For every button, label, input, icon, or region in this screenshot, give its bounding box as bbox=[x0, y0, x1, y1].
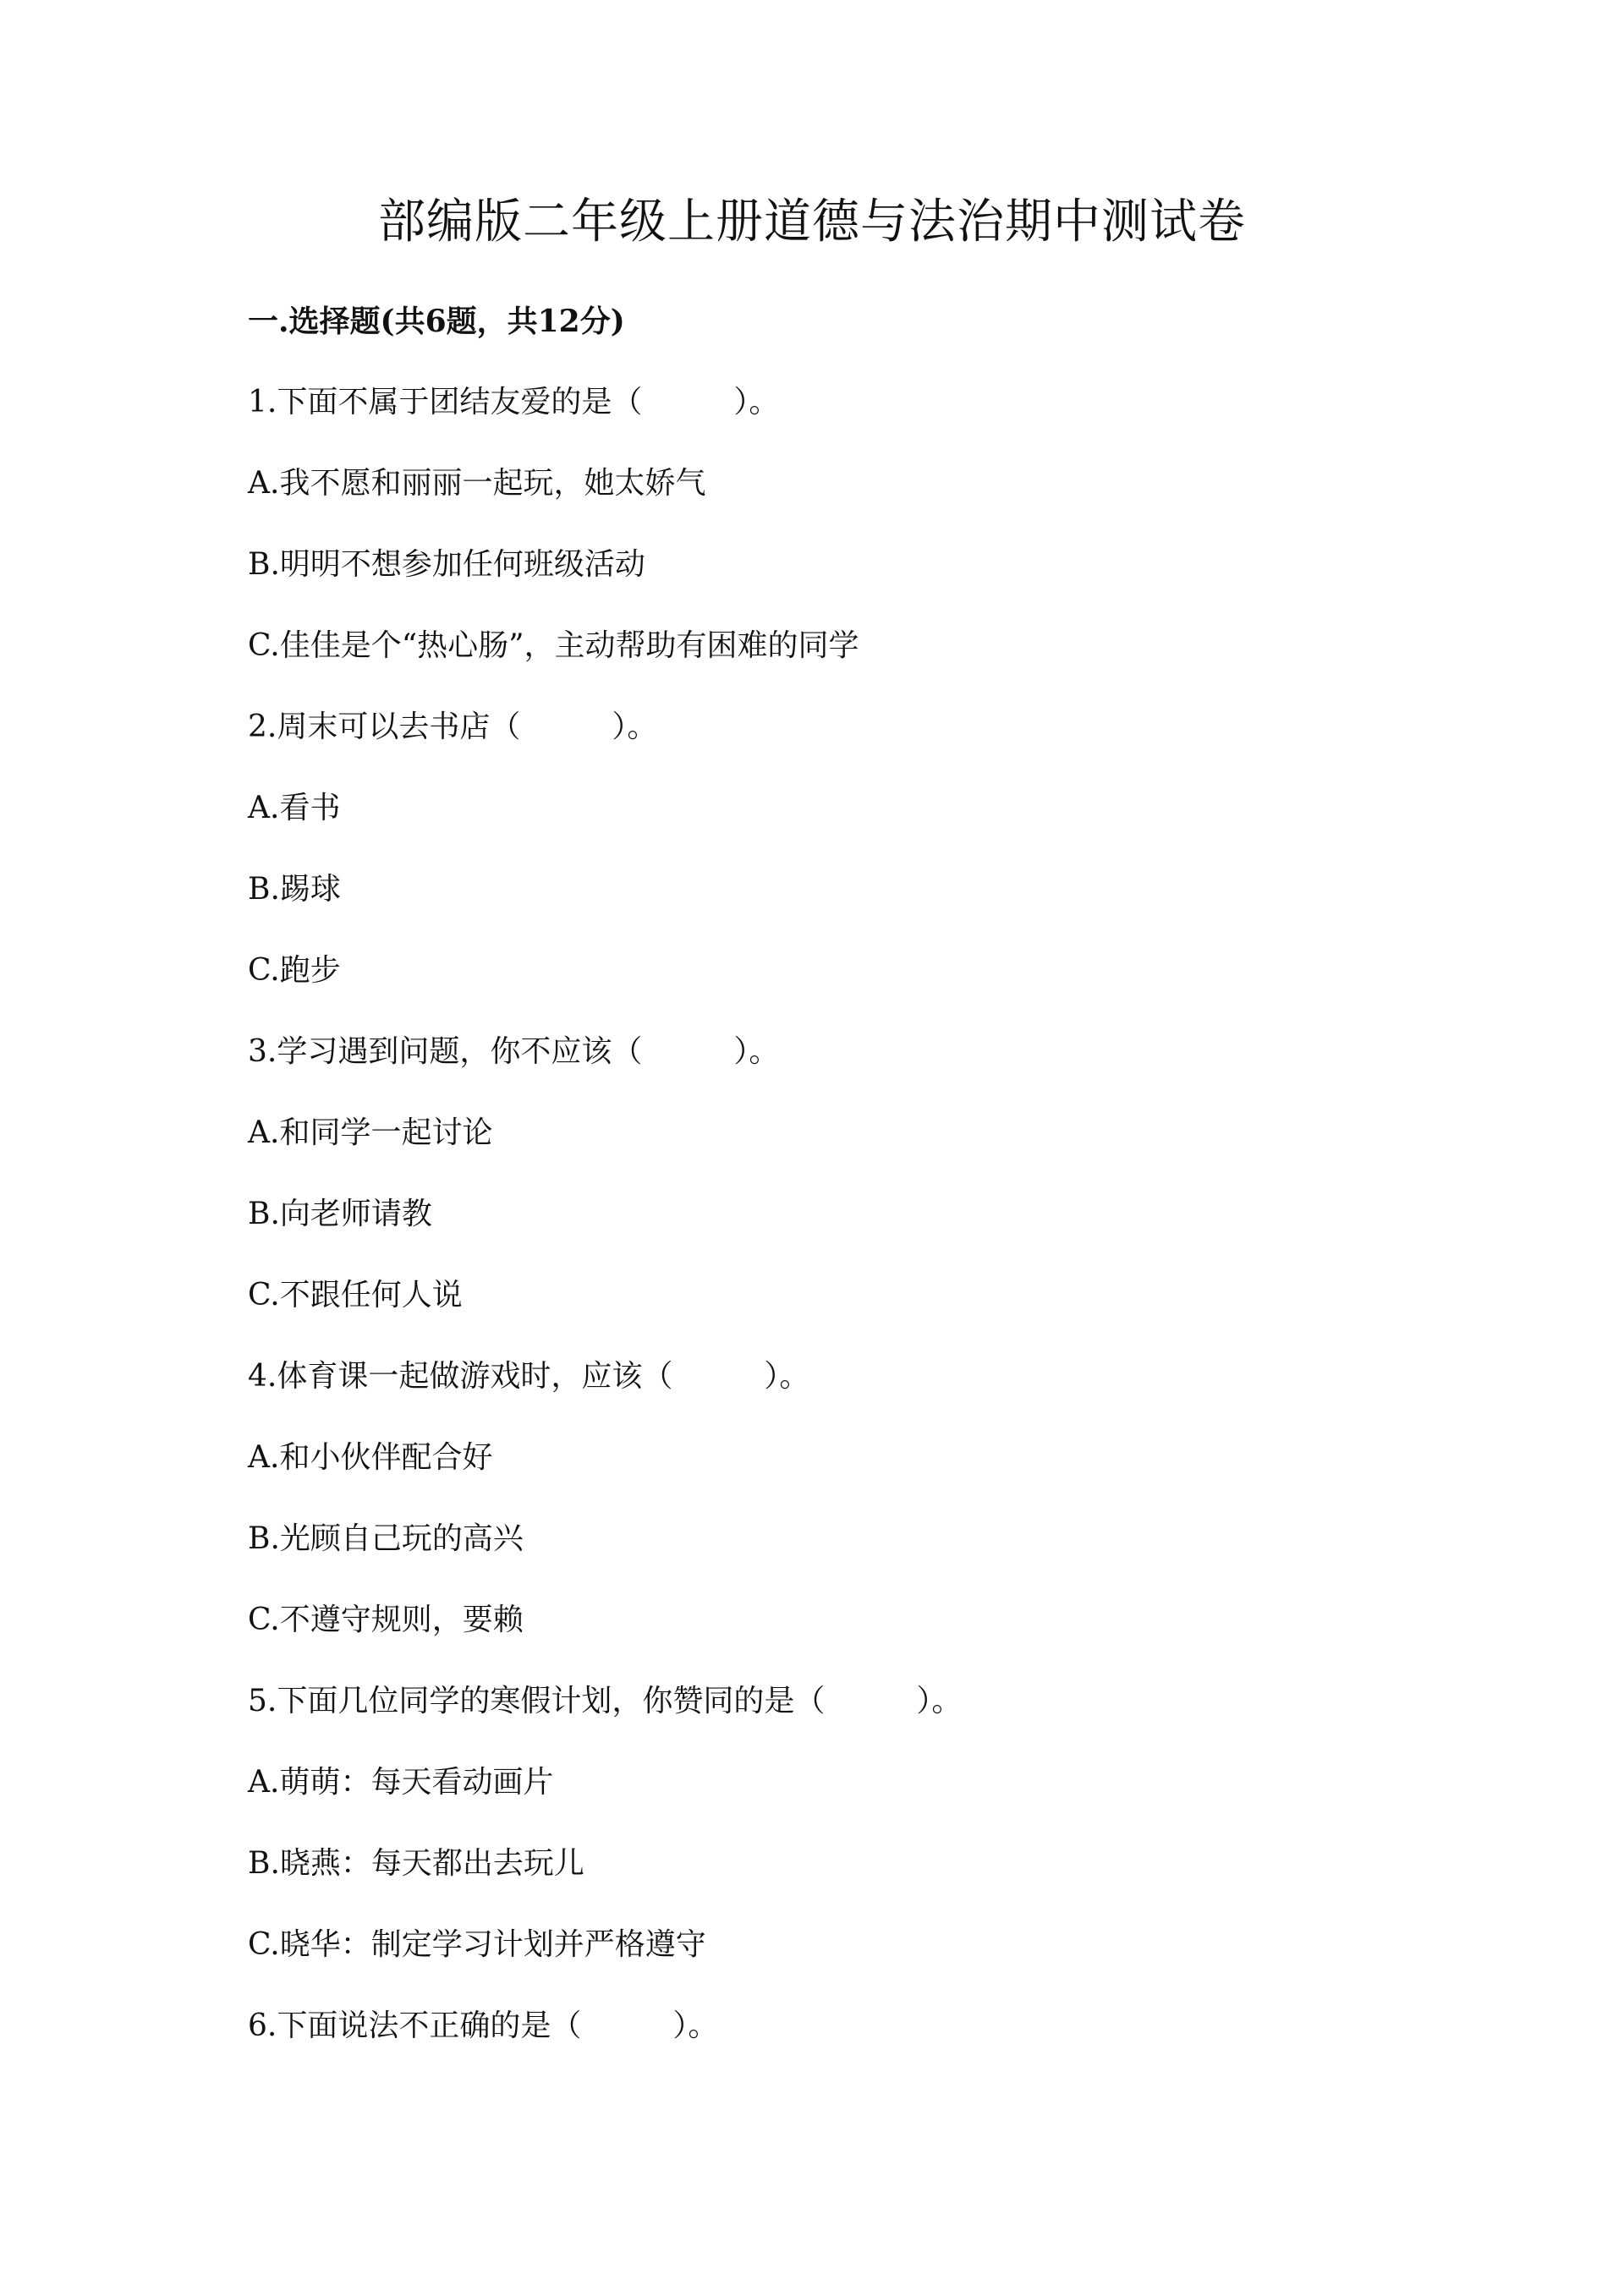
question-1-option-b: B.明明不想参加任何班级活动 bbox=[248, 547, 645, 582]
question-2-option-a: A.看书 bbox=[248, 791, 341, 825]
question-5-option-b: B.晓燕：每天都出去玩儿 bbox=[248, 1846, 584, 1881]
question-1-option-a: A.我不愿和丽丽一起玩，她太娇气 bbox=[248, 466, 706, 501]
question-5-option-a: A.萌萌：每天看动画片 bbox=[248, 1765, 554, 1800]
question-5-stem: 5.下面几位同学的寒假计划，你赞同的是（ ）。 bbox=[248, 1684, 963, 1718]
question-3-option-c: C.不跟任何人说 bbox=[248, 1278, 463, 1312]
question-4-stem: 4.体育课一起做游戏时，应该（ ）。 bbox=[248, 1359, 810, 1394]
question-3-option-b: B.向老师请教 bbox=[248, 1197, 432, 1231]
question-4-option-c: C.不遵守规则，要赖 bbox=[248, 1603, 524, 1637]
question-6-stem: 6.下面说法不正确的是（ ）。 bbox=[248, 2008, 719, 2043]
question-1-option-c: C.佳佳是个“热心肠”，主动帮助有困难的同学 bbox=[248, 628, 859, 663]
question-4-option-a: A.和小伙伴配合好 bbox=[248, 1440, 493, 1475]
section-heading: 一.选择题(共6题，共12分) bbox=[248, 304, 625, 339]
question-1-stem: 1.下面不属于团结友爱的是（ ）。 bbox=[248, 385, 780, 419]
question-3-option-a: A.和同学一起讨论 bbox=[248, 1115, 493, 1150]
page-title: 部编版二年级上册道德与法治期中测试卷 bbox=[378, 195, 1246, 249]
question-3-stem: 3.学习遇到问题，你不应该（ ）。 bbox=[248, 1034, 780, 1069]
question-2-option-c: C.跑步 bbox=[248, 953, 341, 988]
question-4-option-b: B.光顾自己玩的高兴 bbox=[248, 1521, 524, 1556]
question-2-stem: 2.周末可以去书店（ ）。 bbox=[248, 710, 658, 744]
question-5-option-c: C.晓华：制定学习计划并严格遵守 bbox=[248, 1927, 706, 1962]
question-2-option-b: B.踢球 bbox=[248, 872, 341, 907]
